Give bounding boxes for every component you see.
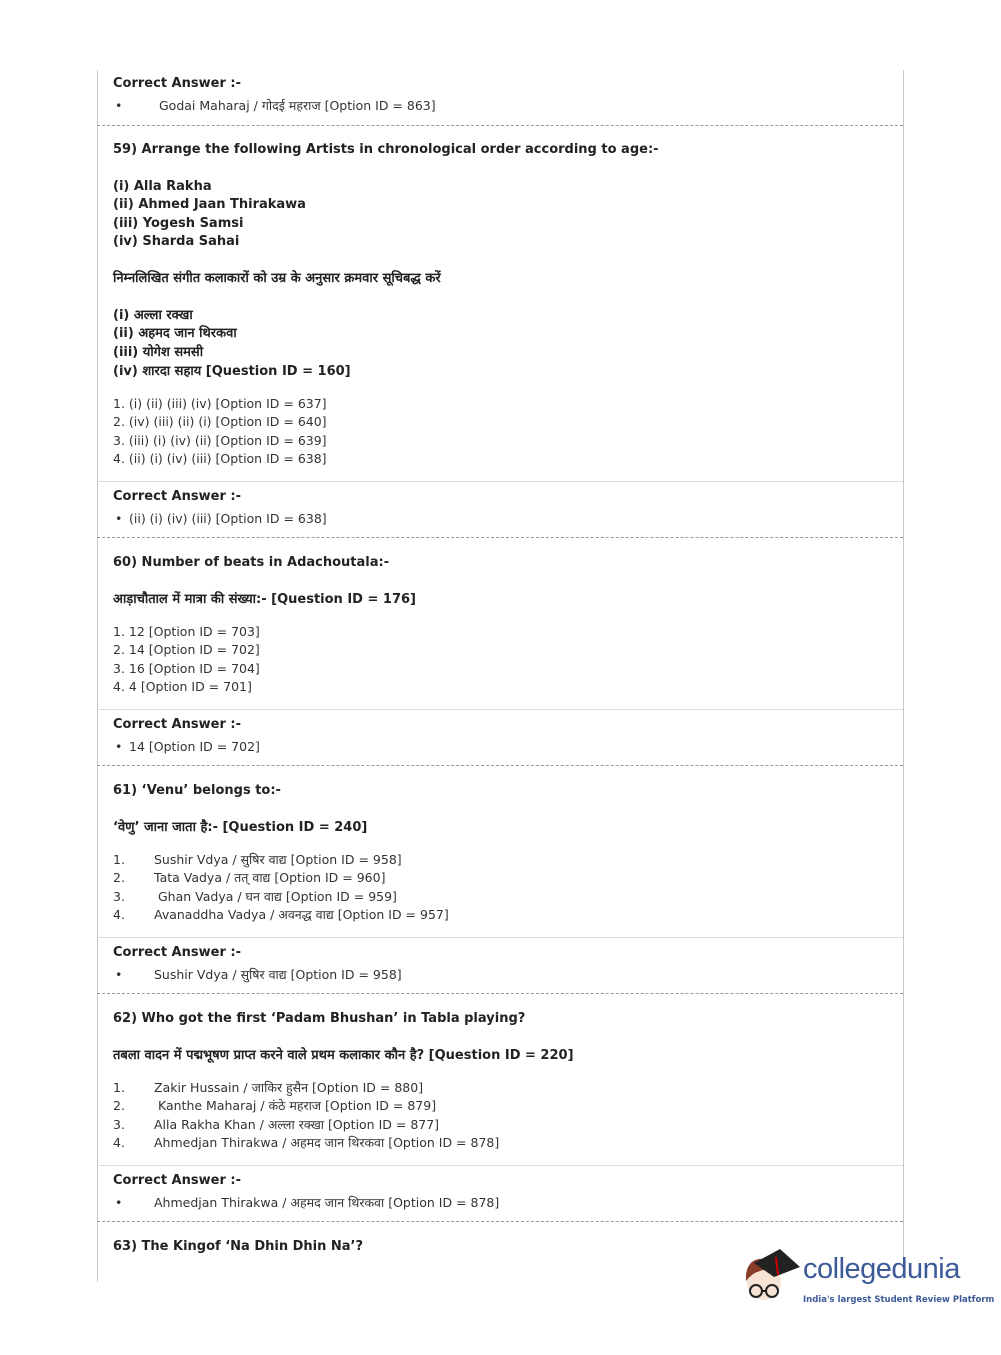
- option-number: 1.: [113, 1080, 125, 1095]
- option-number: 4.: [113, 907, 125, 922]
- correct-answer-label: Correct Answer :-: [113, 717, 241, 732]
- option-number: 4.: [113, 1135, 125, 1150]
- option: 2. (iv) (iii) (ii) (i) [Option ID = 640]: [113, 414, 327, 429]
- question-item: (iv) Sharda Sahai: [113, 234, 240, 249]
- correct-answer: Ahmedjan Thirakwa / अहमद जान थिरकवा [Option ID = 878]: [154, 1195, 500, 1210]
- question-hindi: निम्नलिखित संगीत कलाकारों को उम्र के अनुसार क्रमवार सूचिबद्ध करें: [113, 271, 441, 286]
- divider: [97, 993, 903, 994]
- question-hindi: आड़ाचौताल में मात्रा की संख्या:- [Question ID = 176]: [113, 592, 416, 607]
- correct-answer: Sushir Vdya / सुषिर वाद्य [Option ID = 958]: [154, 967, 402, 982]
- bullet: •: [115, 967, 123, 982]
- option-number: 2.: [113, 1098, 125, 1113]
- option: 4. 4 [Option ID = 701]: [113, 679, 252, 694]
- option: Ghan Vadya / घन वाद्य [Option ID = 959]: [158, 889, 397, 904]
- question-hindi: तबला वादन में पद्मभूषण प्राप्त करने वाले प्रथम कलाकार कौन है? [Question ID = 220]: [113, 1048, 574, 1063]
- logo-tagline: India's largest Student Review Platform: [803, 1295, 995, 1305]
- question-item: (iii) Yogesh Samsi: [113, 216, 244, 231]
- correct-answer: (ii) (i) (iv) (iii) [Option ID = 638]: [129, 511, 327, 526]
- option: 4. (ii) (i) (iv) (iii) [Option ID = 638]: [113, 451, 327, 466]
- option-number: 1.: [113, 852, 125, 867]
- correct-answer-label: Correct Answer :-: [113, 945, 241, 960]
- option: Zakir Hussain / जाकिर हुसैन [Option ID = 880]: [154, 1080, 424, 1095]
- option: Avanaddha Vadya / अवनद्ध वाद्य [Option ID = 957]: [154, 907, 449, 922]
- left-border: [97, 70, 98, 1282]
- right-border: [903, 70, 904, 1270]
- question-item: (ii) Ahmed Jaan Thirakawa: [113, 197, 306, 212]
- option-number: 2.: [113, 870, 125, 885]
- correct-answer: Godai Maharaj / गोदई महराज [Option ID = 863]: [159, 98, 436, 113]
- option: 3. 16 [Option ID = 704]: [113, 661, 260, 676]
- question-item: (i) Alla Rakha: [113, 179, 212, 194]
- question-title: 61) ‘Venu’ belongs to:-: [113, 783, 281, 798]
- option: 2. 14 [Option ID = 702]: [113, 642, 260, 657]
- bullet: •: [115, 511, 123, 526]
- separator: [97, 481, 903, 482]
- correct-answer: 14 [Option ID = 702]: [129, 739, 260, 754]
- question-title: 63) The Kingof ‘Na Dhin Dhin Na’?: [113, 1239, 364, 1254]
- option: 1. (i) (ii) (iii) (iv) [Option ID = 637]: [113, 396, 327, 411]
- divider: [97, 765, 903, 766]
- correct-answer-label: Correct Answer :-: [113, 76, 241, 91]
- separator: [97, 1165, 903, 1166]
- question-title: 62) Who got the first ‘Padam Bhushan’ in Tabla playing?: [113, 1011, 526, 1026]
- collegedunia-logo: [740, 1245, 995, 1325]
- option: Sushir Vdya / सुषिर वाद्य [Option ID = 958]: [154, 852, 402, 867]
- question-item-hindi: (iii) योगेश समसी: [113, 345, 204, 360]
- bullet: •: [115, 739, 123, 754]
- option: 3. (iii) (i) (iv) (ii) [Option ID = 639]: [113, 433, 327, 448]
- bullet: •: [115, 1195, 123, 1210]
- divider: [97, 125, 903, 126]
- option: Tata Vadya / तत् वाद्य [Option ID = 960]: [154, 870, 386, 885]
- option: 1. 12 [Option ID = 703]: [113, 624, 260, 639]
- correct-answer-label: Correct Answer :-: [113, 489, 241, 504]
- option-number: 3.: [113, 1117, 125, 1132]
- divider: [97, 1221, 903, 1222]
- question-hindi: ‘वेणु’ जाना जाता है:- [Question ID = 240]: [113, 820, 368, 835]
- question-item-hindi: (i) अल्ला रक्खा: [113, 308, 193, 323]
- bullet: •: [115, 98, 123, 113]
- correct-answer-label: Correct Answer :-: [113, 1173, 241, 1188]
- option: Ahmedjan Thirakwa / अहमद जान थिरकवा [Option ID = 878]: [154, 1135, 500, 1150]
- separator: [97, 937, 903, 938]
- mascot-icon: [740, 1245, 802, 1315]
- logo-brand: collegedunia: [803, 1253, 960, 1285]
- question-item-hindi: (iv) शारदा सहाय [Question ID = 160]: [113, 364, 351, 379]
- separator: [97, 709, 903, 710]
- question-title: 60) Number of beats in Adachoutala:-: [113, 555, 390, 570]
- option: Alla Rakha Khan / अल्ला रक्खा [Option ID = 877]: [154, 1117, 440, 1132]
- divider: [97, 537, 903, 538]
- question-title: 59) Arrange the following Artists in chronological order according to age:-: [113, 142, 659, 157]
- question-item-hindi: (ii) अहमद जान थिरकवा: [113, 326, 237, 341]
- option-number: 3.: [113, 889, 125, 904]
- option: Kanthe Maharaj / कंठे महराज [Option ID = 879]: [158, 1098, 437, 1113]
